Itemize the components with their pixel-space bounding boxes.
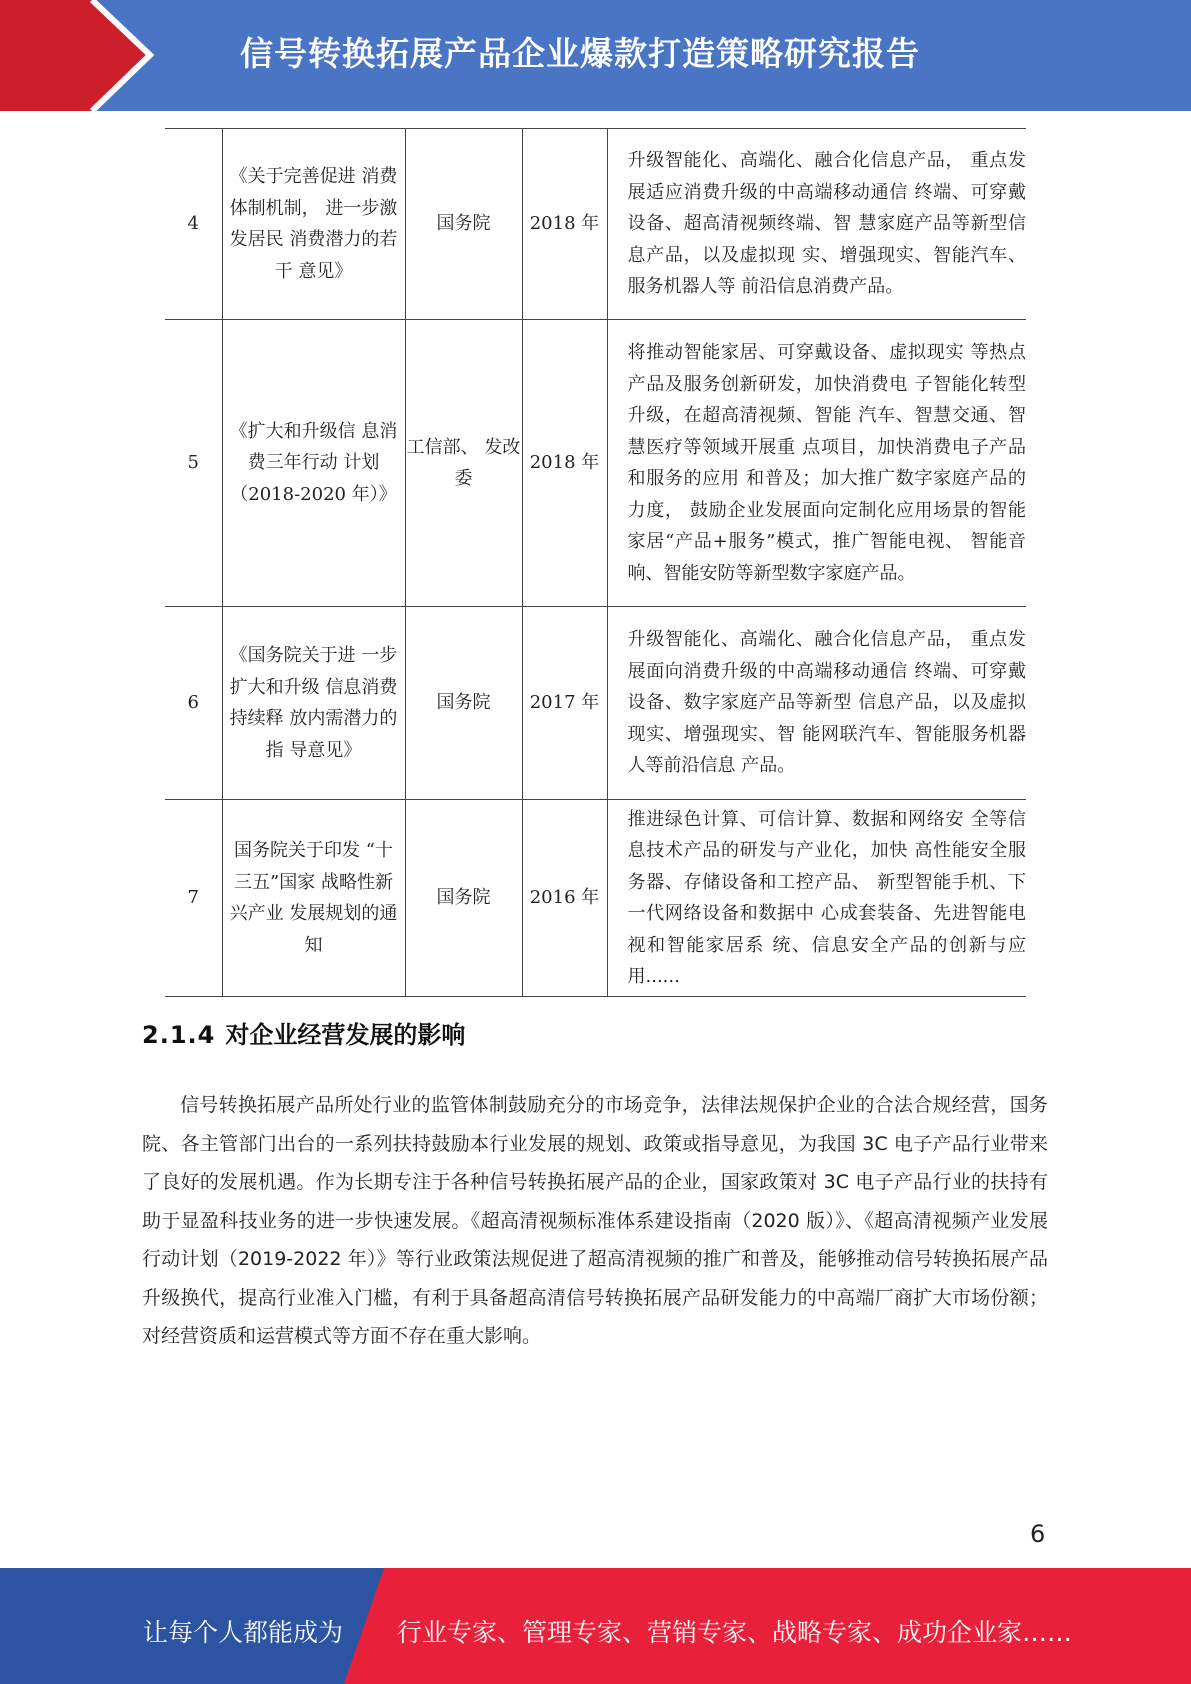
body-paragraph: 信号转换拓展产品所处行业的监管体制鼓励充分的市场竞争，法律法规保护企业的合法合规经营，国务院、各主管部门出台的一系列扶持鼓励本行业发展的规划、政策或指导意见，为我国 3C 电子产品行业带来了良好的发展机遇。作为长期专注于各种信号转换拓展产品的企业，国家政策对 3C 电子产品行业的扶持有助于显盈科技业务的进一步快速发展。《超高清视频标准体系建设指南（2020 版）》、《超高清视频产业发展行动计划（2019-2022 年）》等行业政策法规促进了超高清视频的推广和普及，能够推动信号转换拓展产品升级换代，提高行业准入门槛，有利于具备超高清信号转换拓展产品研发能力的中高端厂商扩大市场份额；对经营资质和运营模式等方面不存在重大影响。 — [142, 1094, 1048, 1347]
policy-content: 升级智能化、高端化、融合化信息产品， 重点发展面向消费升级的中高端移动通信 终端、可穿戴设备、数字家庭产品等新型 信息产品，以及虚拟现实、增强现实、智 能网联汽车、智能服务机器人等前沿信息 产品。 — [607, 607, 1026, 800]
section-title: 对企业经营发展的影响 — [225, 1021, 466, 1049]
footer-slogan-right: 行业专家、管理专家、营销专家、战略专家、成功企业家…… — [397, 1618, 1073, 1647]
policy-table — [165, 128, 1026, 997]
issue-year: 2018 年 — [522, 320, 607, 607]
table-row — [165, 607, 1026, 800]
issue-year: 2018 年 — [522, 129, 607, 320]
issue-year: 2016 年 — [522, 800, 607, 997]
issue-year: 2017 年 — [522, 607, 607, 800]
policy-content: 升级智能化、高端化、融合化信息产品， 重点发展适应消费升级的中高端移动通信 终端、可穿戴设备、超高清视频终端、智 慧家庭产品等新型信息产品，以及虚拟现 实、增强现实、智能汽车、服务机器人等 前沿信息消费产品。 — [607, 129, 1026, 320]
row-number: 5 — [165, 320, 222, 607]
policy-name: 《关于完善促进 消费体制机制， 进一步激发居民 消费潜力的若干 意见》 — [222, 129, 405, 320]
page-header — [0, 0, 1191, 111]
table-row — [165, 320, 1026, 607]
footer-slogan-left: 让每个人都能成为 — [143, 1618, 344, 1647]
section-heading — [142, 1015, 465, 1050]
report-title: 信号转换拓展产品企业爆款打造策略研究报告 — [240, 34, 920, 73]
row-number: 7 — [165, 800, 222, 997]
policy-content: 将推动智能家居、可穿戴设备、虚拟现实 等热点产品及服务创新研发，加快消费电 子智能化转型升级，在超高清视频、智能 汽车、智慧交通、智慧医疗等领域开展重 点项目，加快消费电子产品和服务的应用 和普及；加大推广数字家庭产品的力度， 鼓励企业发展面向定制化应用场景的智能 家居“产品+服务”模式，推广智能电视、 智能音响、智能安防等新型数字家庭产品。 — [607, 320, 1026, 607]
policy-name: 《国务院关于进 一步扩大和升级 信息消费持续释 放内需潜力的指 导意见》 — [222, 607, 405, 800]
issuing-department: 工信部、 发改委 — [405, 320, 522, 607]
issuing-department: 国务院 — [405, 129, 522, 320]
issuing-department: 国务院 — [405, 800, 522, 997]
page-number: 6 — [1030, 1520, 1046, 1548]
policy-name: 国务院关于印发 “十三五”国家 战略性新兴产业 发展规划的通知 — [222, 800, 405, 997]
page-footer — [0, 1568, 1191, 1684]
table-row — [165, 129, 1026, 320]
table-row — [165, 800, 1026, 997]
policy-content: 推进绿色计算、可信计算、数据和网络安 全等信息技术产品的研发与产业化，加快 高性能安全服务器、存储设备和工控产品、 新型智能手机、下一代网络设备和数据中 心成套装备、先进智能电视和智能家居系 统、信息安全产品的创新与应用...... — [607, 800, 1026, 997]
row-number: 4 — [165, 129, 222, 320]
section-number: 2.1.4 — [142, 1021, 216, 1049]
issuing-department: 国务院 — [405, 607, 522, 800]
row-number: 6 — [165, 607, 222, 800]
policy-name: 《扩大和升级信 息消费三年行动 计划（2018-2020 年）》 — [222, 320, 405, 607]
